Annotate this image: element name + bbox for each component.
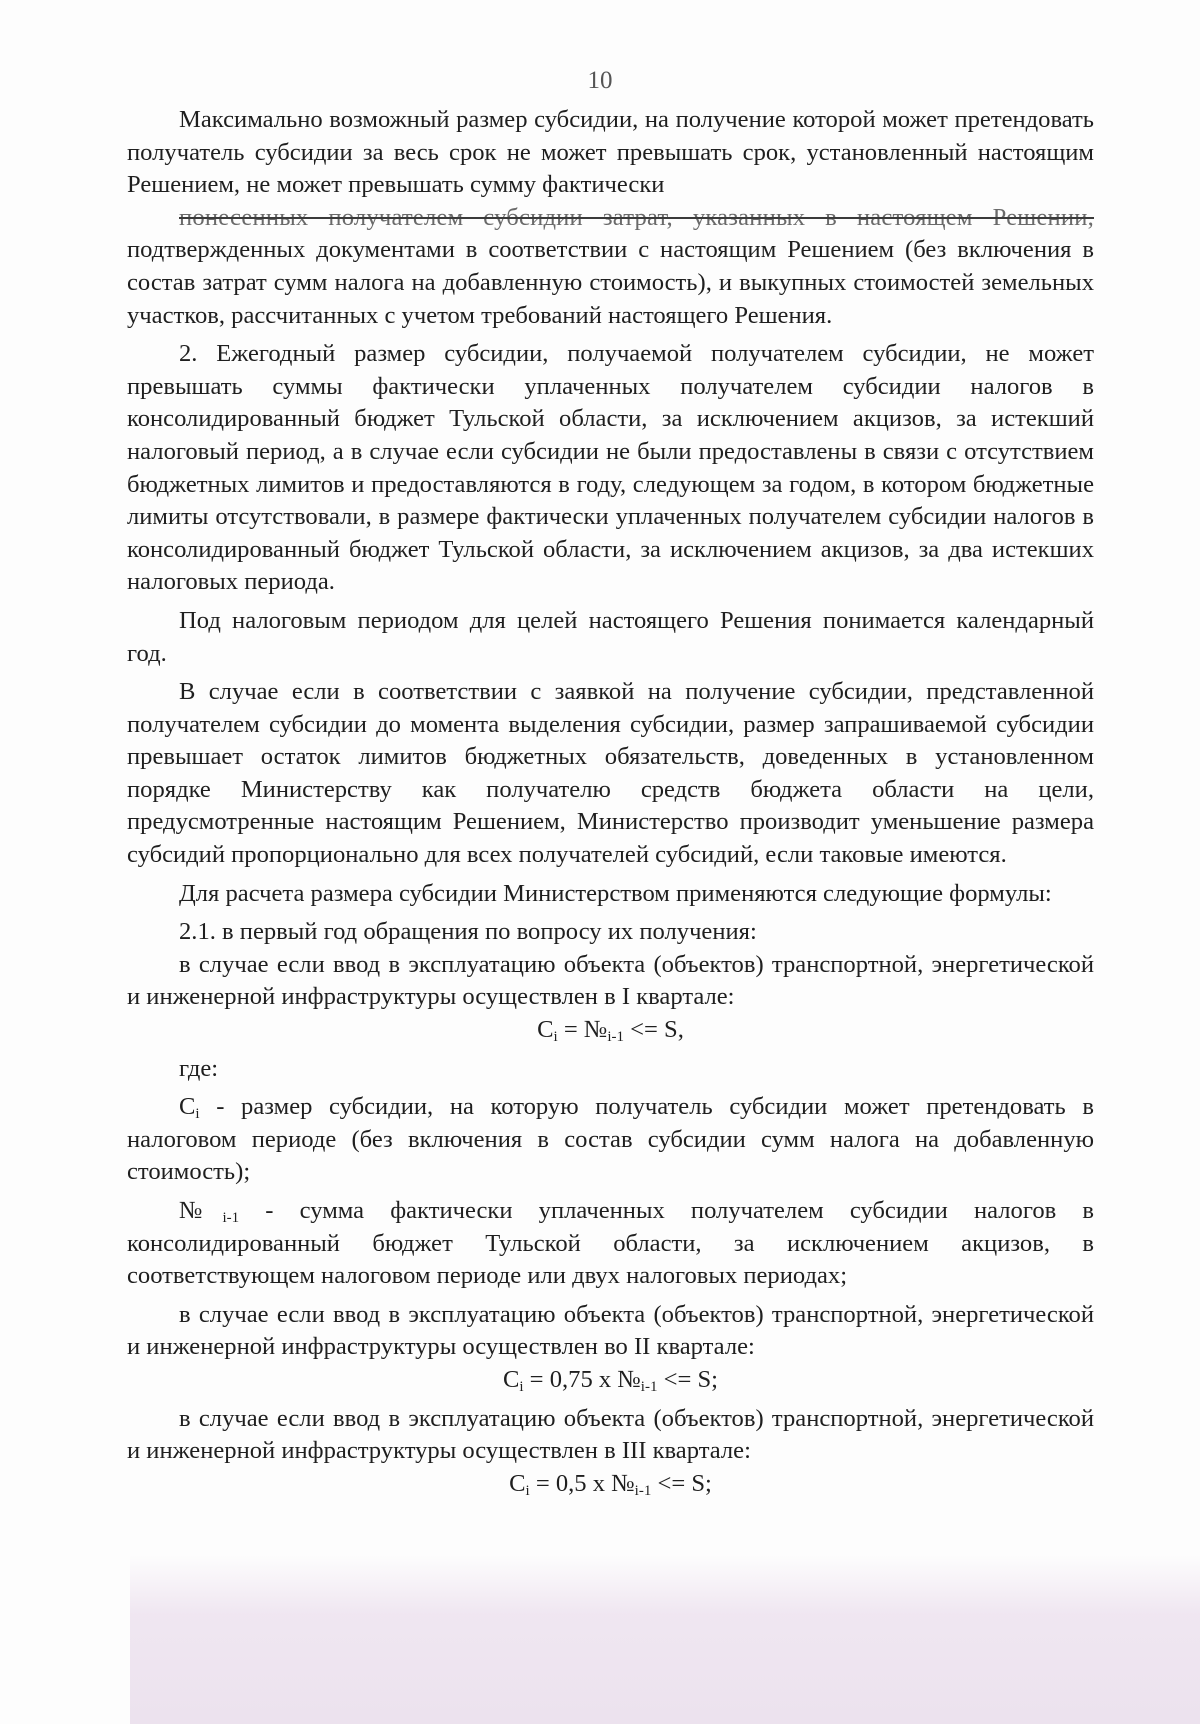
formula-quarter-3 [127, 1468, 1094, 1501]
def-sub: i [195, 1106, 200, 1123]
formula-quarter-2 [127, 1364, 1094, 1397]
formula-var-c: C [537, 1016, 554, 1044]
struck-out-line: понесенных получателем субсидии затрат, указанных в настоящем Решении, [179, 203, 1094, 231]
formula-sub: i [525, 1482, 530, 1499]
paragraph-limits: В случае если в соответствии с заявкой на получение субсидии, представленной получателем субсидии до момента выделения субсидии, размер запрашиваемой субсидии превышает остаток лимитов бюджетных обязательств, доведенных в установленном порядке Министерству как получателю средств бюджета области на цели, предусмотренные настоящим Решением, Министерство производит уменьшение размера субсидий пропорционально для всех получателей субсидий, если таковые имеются. [127, 678, 1094, 869]
formula-mid: = № [557, 1016, 608, 1044]
formula-sub: i [519, 1378, 524, 1395]
document-body [127, 104, 1094, 1500]
paragraph-def-c [127, 1091, 1094, 1189]
def-var-c: C [179, 1093, 196, 1121]
paragraph-quarter-2: в случае если ввод в эксплуатацию объекта (объектов) транспортной, энергетической и инженерной инфраструктуры осуществлен во II квартале: [127, 1300, 1094, 1361]
def-text: - сумма фактически уплаченных получателем субсидии налогов в консолидированный бюджет Тульской области, за исключением акцизов, в соответствующем налоговом периоде или двух налоговых периодах; [127, 1197, 1094, 1290]
def-sub: i-1 [222, 1210, 240, 1226]
paragraph-tax-period: Под налоговым периодом для целей настоящего Решения понимается календарный год. [127, 606, 1094, 667]
def-var-n: № [179, 1197, 223, 1224]
paragraph-quarter-1: в случае если ввод в эксплуатацию объекта (объектов) транспортной, энергетической и инженерной инфраструктуры осуществлен в I квартале: [127, 950, 1094, 1011]
formula-sub: i [553, 1029, 558, 1046]
formula-sub: i-1 [607, 1029, 624, 1046]
paragraph-max-subsidy [127, 104, 1094, 332]
formula-mid: = 0,5 x № [529, 1469, 635, 1497]
paragraph-where: где: [179, 1054, 219, 1082]
def-text: - размер субсидии, на которую получатель субсидии может претендовать в налоговом периоде (без включения в состав субсидии сумм налога на добавленную стоимость); [127, 1093, 1094, 1186]
formula-tail: <= S, [624, 1016, 684, 1044]
paragraph-quarter-3: в случае если ввод в эксплуатацию объекта (объектов) транспортной, энергетической и инженерной инфраструктуры осуществлен в III квартале: [127, 1404, 1094, 1465]
page-number: 10 [587, 67, 613, 94]
paragraph-def-n [127, 1195, 1094, 1293]
paragraph-first-year: 2.1. в первый год обращения по вопросу их получения: [179, 918, 757, 946]
paragraph-text: Максимально возможный размер субсидии, на получение которой может претендовать получатель субсидии за весь срок не может превышать срок, установленный настоящим Решением, не может превышать сумму фактически [127, 106, 1094, 199]
scan-stain [130, 1555, 1200, 1724]
paragraph-text: подтвержденных документами в соответствии с настоящим Решением (без включения в состав затрат сумм налога на добавленную стоимость), и выкупных стоимостей земельных участков, рассчитанных с учетом требований настоящего Решения. [127, 236, 1094, 329]
formula-var-c: C [502, 1365, 520, 1393]
paragraph-annual-subsidy: 2. Ежегодный размер субсидии, получаемой получателем субсидии, не может превышать суммы фактически уплаченных получателем субсидии налогов в консолидированный бюджет Тульской области, за исключением акцизов, за истекший налоговый период, а в случае если субсидии не были предоставлены в связи с отсутствием бюджетных лимитов и предоставляются в году, следующем за годом, в котором бюджетные лимиты отсутствовали, в размере фактически уплаченных получателем субсидии налогов в консолидированный бюджет Тульской области, за исключением акцизов, за два истекших налоговых периода. [127, 340, 1094, 596]
formula-sub: i-1 [640, 1378, 658, 1395]
formula-sub: i-1 [634, 1482, 652, 1499]
formula-var-c: C [509, 1469, 526, 1497]
paragraph-formulas-intro: Для расчета размера субсидии Министерством применяются следующие формулы: [179, 879, 1052, 907]
formula-tail: <= S; [651, 1469, 712, 1497]
formula-quarter-1 [127, 1014, 1094, 1047]
formula-tail: <= S; [657, 1365, 719, 1393]
formula-mid: = 0,75 x № [523, 1365, 641, 1393]
